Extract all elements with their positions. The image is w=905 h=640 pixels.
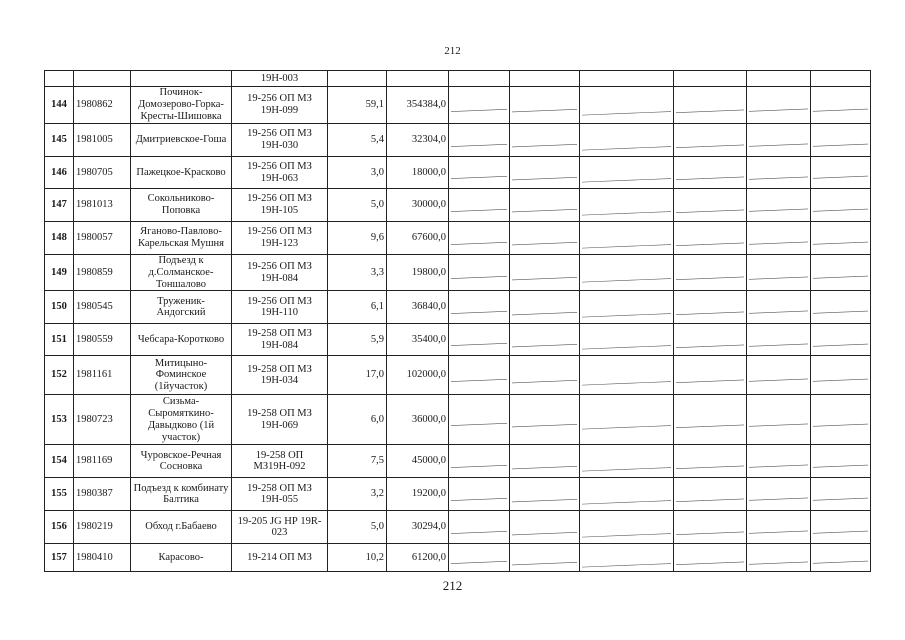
- cost-cell: 102000,0: [387, 356, 449, 395]
- num-cell: 152: [45, 356, 74, 395]
- name-cell: Труженик-Андогский: [131, 291, 232, 324]
- blank-cell: [674, 222, 747, 255]
- blank-cell: [449, 478, 510, 511]
- code-cell: 1980545: [74, 291, 131, 324]
- length-cell: 3,0: [328, 157, 387, 189]
- scan-line: [749, 196, 808, 214]
- length-cell: 5,4: [328, 124, 387, 157]
- blank-cell: [449, 324, 510, 356]
- blank-cell: [449, 87, 510, 124]
- cost-cell: 30294,0: [387, 511, 449, 544]
- scan-line: [676, 484, 744, 504]
- blank-cell: [510, 255, 580, 291]
- scan-line: [749, 298, 808, 316]
- blank-cell: [674, 511, 747, 544]
- blank-cell: [811, 222, 871, 255]
- code-cell: 1980057: [74, 222, 131, 255]
- scan-line: [451, 411, 507, 428]
- scan-line: [813, 412, 868, 429]
- scan-line: [676, 228, 744, 248]
- scan-line: [451, 519, 507, 536]
- blank-cell: [674, 324, 747, 356]
- blank-cell: [811, 445, 871, 478]
- length-cell: 5,0: [328, 189, 387, 222]
- scan-line: [512, 228, 577, 248]
- road-cell: 19-256 ОП МЗ 19Н-105: [232, 189, 328, 222]
- blank-cell: [747, 445, 811, 478]
- scan-line: [813, 549, 868, 566]
- name-cell: Карасово-: [131, 544, 232, 572]
- scan-line: [582, 448, 671, 475]
- blank-cell: [510, 544, 580, 572]
- scan-line: [813, 197, 868, 214]
- blank-cell: [580, 71, 674, 87]
- scan-line: [512, 548, 577, 568]
- cost-cell: 30000,0: [387, 189, 449, 222]
- code-cell: 1980410: [74, 544, 131, 572]
- blank-cell: [580, 189, 674, 222]
- name-cell: Сизьма-Сыромяткино-Давыдково (1й участок): [131, 395, 232, 445]
- blank-cell: [510, 356, 580, 395]
- scan-line: [512, 410, 577, 430]
- blank-cell: [674, 544, 747, 572]
- blank-cell: [449, 222, 510, 255]
- code-cell: 1980559: [74, 324, 131, 356]
- name-cell: Чебсара-Коротково: [131, 324, 232, 356]
- scan-line: [582, 92, 671, 119]
- blank-cell: [580, 255, 674, 291]
- scan-line: [512, 130, 577, 150]
- scan-line: [676, 365, 744, 385]
- blank-cell: [580, 511, 674, 544]
- scan-line: [582, 259, 671, 286]
- blank-cell: [811, 189, 871, 222]
- blank-cell: [811, 478, 871, 511]
- length-cell: 6,0: [328, 395, 387, 445]
- table-row: [45, 189, 871, 222]
- scan-line: [676, 95, 744, 115]
- num-cell: 147: [45, 189, 74, 222]
- num-cell: 144: [45, 87, 74, 124]
- blank-cell: [811, 291, 871, 324]
- scan-line: [749, 411, 808, 429]
- scan-line: [676, 517, 744, 537]
- blank-cell: [449, 71, 510, 87]
- blank-cell: [747, 71, 811, 87]
- name-cell: Чуровское-Речная Сосновка: [131, 445, 232, 478]
- blank-cell: [811, 157, 871, 189]
- road-cell: 19-256 ОП МЗ 19Н-110: [232, 291, 328, 324]
- blank-cell: [674, 71, 747, 87]
- road-cell: 19-258 ОП МЗ 19Н-055: [232, 478, 328, 511]
- blank-cell: [580, 222, 674, 255]
- scan-line: [512, 163, 577, 183]
- blank-cell: [674, 157, 747, 189]
- cost-cell: [387, 71, 449, 87]
- scan-line: [512, 518, 577, 538]
- table-row: [45, 324, 871, 356]
- code-cell: 1980387: [74, 478, 131, 511]
- cost-cell: 67600,0: [387, 222, 449, 255]
- num-cell: 149: [45, 255, 74, 291]
- scan-line: [813, 164, 868, 181]
- road-cell: 19-258 ОП МЗ 19Н-084: [232, 324, 328, 356]
- name-cell: Подъезд к комбинату Балтика: [131, 478, 232, 511]
- blank-cell: [510, 395, 580, 445]
- table-row: [45, 478, 871, 511]
- table-row: [45, 291, 871, 324]
- blank-cell: [674, 189, 747, 222]
- scan-line: [451, 367, 507, 384]
- blank-cell: [811, 71, 871, 87]
- scan-line: [451, 97, 507, 114]
- blank-cell: [449, 395, 510, 445]
- blank-cell: [674, 87, 747, 124]
- cost-cell: 354384,0: [387, 87, 449, 124]
- scan-line: [749, 131, 808, 149]
- cost-cell: 35400,0: [387, 324, 449, 356]
- scan-line: [512, 195, 577, 215]
- scan-line: [582, 159, 671, 186]
- scan-line: [582, 514, 671, 541]
- scan-line: [676, 262, 744, 282]
- scan-line: [676, 330, 744, 350]
- blank-cell: [674, 478, 747, 511]
- road-cell: 19-256 ОП МЗ 19Н-099: [232, 87, 328, 124]
- scan-line: [512, 452, 577, 472]
- code-cell: 1981013: [74, 189, 131, 222]
- blank-cell: [449, 511, 510, 544]
- blank-cell: [580, 291, 674, 324]
- scan-line: [582, 127, 671, 154]
- blank-cell: [674, 445, 747, 478]
- blank-cell: [674, 395, 747, 445]
- blank-cell: [811, 255, 871, 291]
- scan-line: [813, 264, 868, 281]
- blank-cell: [747, 291, 811, 324]
- blank-cell: [449, 291, 510, 324]
- scan-line: [813, 332, 868, 349]
- scan-line: [749, 485, 808, 503]
- blank-cell: [811, 124, 871, 157]
- cost-cell: 45000,0: [387, 445, 449, 478]
- blank-cell: [510, 511, 580, 544]
- num-cell: 155: [45, 478, 74, 511]
- num-cell: [45, 71, 74, 87]
- scan-line: [451, 164, 507, 181]
- length-cell: [328, 71, 387, 87]
- blank-cell: [747, 124, 811, 157]
- code-cell: 1980862: [74, 87, 131, 124]
- scan-line: [749, 452, 808, 470]
- name-cell: Починок-Домозерово-Горка-Кресты-Шишовка: [131, 87, 232, 124]
- scan-line: [676, 547, 744, 567]
- scan-line: [451, 197, 507, 214]
- page-number-bottom: 212: [442, 578, 463, 593]
- table-row: [45, 124, 871, 157]
- cost-cell: 36000,0: [387, 395, 449, 445]
- blank-cell: [510, 87, 580, 124]
- scan-line: [451, 549, 507, 566]
- scan-line: [813, 453, 868, 470]
- road-cell: 19-258 ОП МЗ19Н-092: [232, 445, 328, 478]
- blank-cell: [811, 87, 871, 124]
- blank-cell: [811, 395, 871, 445]
- code-cell: 1980723: [74, 395, 131, 445]
- scan-line: [813, 230, 868, 247]
- road-cell: 19-256 ОП МЗ 19Н-030: [232, 124, 328, 157]
- table-row: [45, 87, 871, 124]
- blank-cell: [449, 356, 510, 395]
- blank-cell: [747, 87, 811, 124]
- blank-cell: [811, 544, 871, 572]
- table-row: [45, 255, 871, 291]
- blank-cell: [580, 445, 674, 478]
- blank-cell: [510, 478, 580, 511]
- name-cell: Яганово-Павлово-Карельская Мушня: [131, 222, 232, 255]
- blank-cell: [747, 356, 811, 395]
- page-number-top: 212: [444, 45, 461, 57]
- road-cell: 19-256 ОП МЗ 19Н-123: [232, 222, 328, 255]
- scan-line: [512, 366, 577, 386]
- length-cell: 7,5: [328, 445, 387, 478]
- name-cell: Обход г.Бабаево: [131, 511, 232, 544]
- blank-cell: [449, 189, 510, 222]
- blank-cell: [580, 124, 674, 157]
- code-cell: 1980219: [74, 511, 131, 544]
- road-cell: 19-258 ОП МЗ 19Н-069: [232, 395, 328, 445]
- blank-cell: [674, 255, 747, 291]
- scan-line: [582, 192, 671, 219]
- length-cell: 17,0: [328, 356, 387, 395]
- scan-line: [813, 519, 868, 536]
- cost-cell: 61200,0: [387, 544, 449, 572]
- scan-line: [749, 164, 808, 182]
- blank-cell: [747, 478, 811, 511]
- scan-line: [451, 453, 507, 470]
- road-cell: 19Н-003: [232, 71, 328, 87]
- blank-cell: [811, 511, 871, 544]
- table-row: [45, 356, 871, 395]
- blank-cell: [580, 544, 674, 572]
- num-cell: 150: [45, 291, 74, 324]
- road-cell: 19-258 ОП МЗ 19Н-034: [232, 356, 328, 395]
- scan-line: [512, 95, 577, 115]
- scan-line: [582, 326, 671, 353]
- blank-cell: [747, 324, 811, 356]
- num-cell: 146: [45, 157, 74, 189]
- blank-cell: [510, 157, 580, 189]
- table-row: [45, 395, 871, 445]
- num-cell: 145: [45, 124, 74, 157]
- scan-line: [749, 549, 808, 567]
- scan-line: [451, 132, 507, 149]
- scan-line: [813, 97, 868, 114]
- code-cell: 1980859: [74, 255, 131, 291]
- blank-cell: [580, 395, 674, 445]
- blank-cell: [747, 189, 811, 222]
- scan-line: [512, 263, 577, 283]
- blank-cell: [747, 157, 811, 189]
- blank-cell: [674, 291, 747, 324]
- scan-line: [582, 294, 671, 321]
- blank-cell: [510, 291, 580, 324]
- blank-cell: [580, 157, 674, 189]
- length-cell: 10,2: [328, 544, 387, 572]
- name-cell: Подъезд к д.Солманское-Тоншалово: [131, 255, 232, 291]
- scan-line: [451, 486, 507, 503]
- scan-line: [582, 362, 671, 389]
- scan-line: [749, 366, 808, 384]
- scan-line: [813, 299, 868, 316]
- blank-cell: [449, 255, 510, 291]
- scan-line: [582, 406, 671, 433]
- blank-cell: [449, 157, 510, 189]
- scan-line: [676, 297, 744, 317]
- length-cell: 9,6: [328, 222, 387, 255]
- blank-cell: [510, 324, 580, 356]
- cost-cell: 18000,0: [387, 157, 449, 189]
- scan-line: [512, 330, 577, 350]
- length-cell: 3,3: [328, 255, 387, 291]
- cost-cell: 19200,0: [387, 478, 449, 511]
- blank-cell: [674, 124, 747, 157]
- registry-table: [44, 70, 871, 572]
- scan-line: [451, 299, 507, 316]
- name-cell: Сокольниково-Поповка: [131, 189, 232, 222]
- scan-line: [451, 331, 507, 348]
- code-cell: 1981161: [74, 356, 131, 395]
- table-row-continuation: [45, 71, 871, 87]
- blank-cell: [747, 395, 811, 445]
- scan-line: [582, 481, 671, 508]
- scan-line: [451, 230, 507, 247]
- blank-cell: [580, 87, 674, 124]
- blank-cell: [510, 124, 580, 157]
- road-cell: 19-256 ОП МЗ 19Н-063: [232, 157, 328, 189]
- scan-line: [512, 485, 577, 505]
- name-cell: [131, 71, 232, 87]
- scan-line: [813, 486, 868, 503]
- scan-line: [749, 331, 808, 349]
- blank-cell: [580, 478, 674, 511]
- scan-line: [512, 298, 577, 318]
- blank-cell: [747, 222, 811, 255]
- num-cell: 153: [45, 395, 74, 445]
- blank-cell: [510, 445, 580, 478]
- blank-cell: [449, 544, 510, 572]
- blank-cell: [449, 445, 510, 478]
- cost-cell: 19800,0: [387, 255, 449, 291]
- blank-cell: [449, 124, 510, 157]
- blank-cell: [747, 544, 811, 572]
- table-row: [45, 544, 871, 572]
- num-cell: 148: [45, 222, 74, 255]
- road-cell: 19-214 ОП МЗ: [232, 544, 328, 572]
- num-cell: 156: [45, 511, 74, 544]
- blank-cell: [510, 71, 580, 87]
- length-cell: 3,2: [328, 478, 387, 511]
- scan-line: [676, 410, 744, 430]
- scan-line: [676, 162, 744, 182]
- code-cell: 1981005: [74, 124, 131, 157]
- blank-cell: [747, 255, 811, 291]
- table-row: [45, 511, 871, 544]
- blank-cell: [510, 222, 580, 255]
- cost-cell: 36840,0: [387, 291, 449, 324]
- scan-line: [749, 518, 808, 536]
- scan-line: [676, 130, 744, 150]
- blank-cell: [580, 356, 674, 395]
- code-cell: 1981169: [74, 445, 131, 478]
- length-cell: 6,1: [328, 291, 387, 324]
- blank-cell: [674, 356, 747, 395]
- name-cell: Пажецкое-Красково: [131, 157, 232, 189]
- scan-line: [749, 229, 808, 247]
- table-row: [45, 157, 871, 189]
- name-cell: Митицыно-Фоминское (1йучасток): [131, 356, 232, 395]
- length-cell: 5,9: [328, 324, 387, 356]
- scan-line: [676, 195, 744, 215]
- blank-cell: [580, 324, 674, 356]
- num-cell: 157: [45, 544, 74, 572]
- num-cell: 154: [45, 445, 74, 478]
- scan-line: [676, 451, 744, 471]
- scan-line: [451, 264, 507, 281]
- table-row: [45, 445, 871, 478]
- scan-line: [813, 132, 868, 149]
- blank-cell: [811, 356, 871, 395]
- num-cell: 151: [45, 324, 74, 356]
- road-cell: 19-256 ОП МЗ 19Н-084: [232, 255, 328, 291]
- cost-cell: 32304,0: [387, 124, 449, 157]
- blank-cell: [747, 511, 811, 544]
- code-cell: 1980705: [74, 157, 131, 189]
- scan-line: [749, 96, 808, 114]
- name-cell: Дмитриевское-Гоша: [131, 124, 232, 157]
- blank-cell: [811, 324, 871, 356]
- scan-line: [582, 225, 671, 252]
- scan-line: [749, 264, 808, 282]
- length-cell: 59,1: [328, 87, 387, 124]
- code-cell: [74, 71, 131, 87]
- scan-line: [813, 367, 868, 384]
- scan-line: [582, 544, 671, 571]
- table-row: [45, 222, 871, 255]
- length-cell: 5,0: [328, 511, 387, 544]
- table-body: [45, 71, 871, 572]
- blank-cell: [510, 189, 580, 222]
- road-cell: 19-205 JG НР 19R-023: [232, 511, 328, 544]
